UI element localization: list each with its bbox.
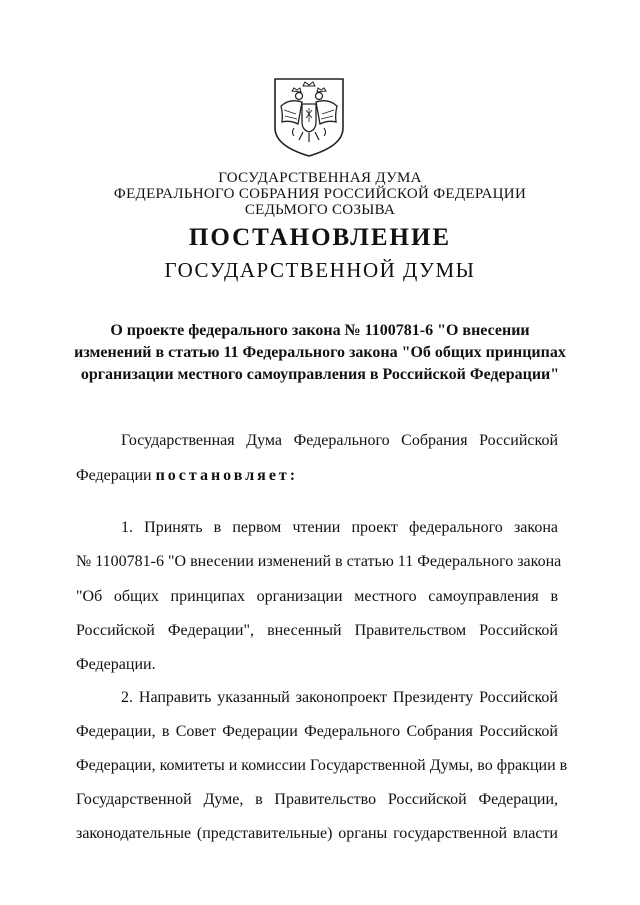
item2-line-3: Федерации, комитеты и комиссии Государственной Думы, во фракции в [76,757,568,774]
item1-line-3: "Об общих принципах организации местного самоуправления в [76,588,558,605]
preamble-line-2 [76,467,558,485]
decree-word: постановляет: [155,467,299,484]
item1-line-2: № 1100781-6 "О внесении изменений в статью 11 Федерального закона [76,553,562,570]
header-line-assembly: ФЕДЕРАЛЬНОГО СОБРАНИЯ РОССИЙСКОЙ ФЕДЕРАЦИИ [113,186,527,202]
header-line-convocation: СЕДЬМОГО СОЗЫВА [244,202,396,218]
preamble-line-1: Государственная Дума Федерального Собрания Российской [121,432,558,449]
document-title: ПОСТАНОВЛЕНИЕ [188,224,452,251]
russian-coat-of-arms-icon [272,76,346,158]
resolution-subject: О проекте федерального закона № 1100781-6 "О внесении изменений в статью 11 Федерального закона "Об общих принципах организации местного самоуправления в Российской Федерации" [74,322,566,383]
item1-line-5: Федерации. [76,656,156,673]
item1-line-1: 1. Принять в первом чтении проект федерального закона [121,519,558,536]
header-line-duma: ГОСУДАРСТВЕННАЯ ДУМА [218,170,422,186]
preamble-federation: Федерации [76,467,156,484]
document-subtitle: ГОСУДАРСТВЕННОЙ ДУМЫ [164,258,476,282]
item1-line-4: Российской Федерации", внесенный Правительством Российской [76,622,558,639]
item2-line-5: законодательные (представительные) органы государственной власти [76,825,558,842]
item2-line-1: 2. Направить указанный законопроект Президенту Российской [121,689,558,706]
item2-line-4: Государственной Думе, в Правительство Российской Федерации, [76,791,558,808]
item2-line-2: Федерации, в Совет Федерации Федерального Собрания Российской [76,723,558,740]
